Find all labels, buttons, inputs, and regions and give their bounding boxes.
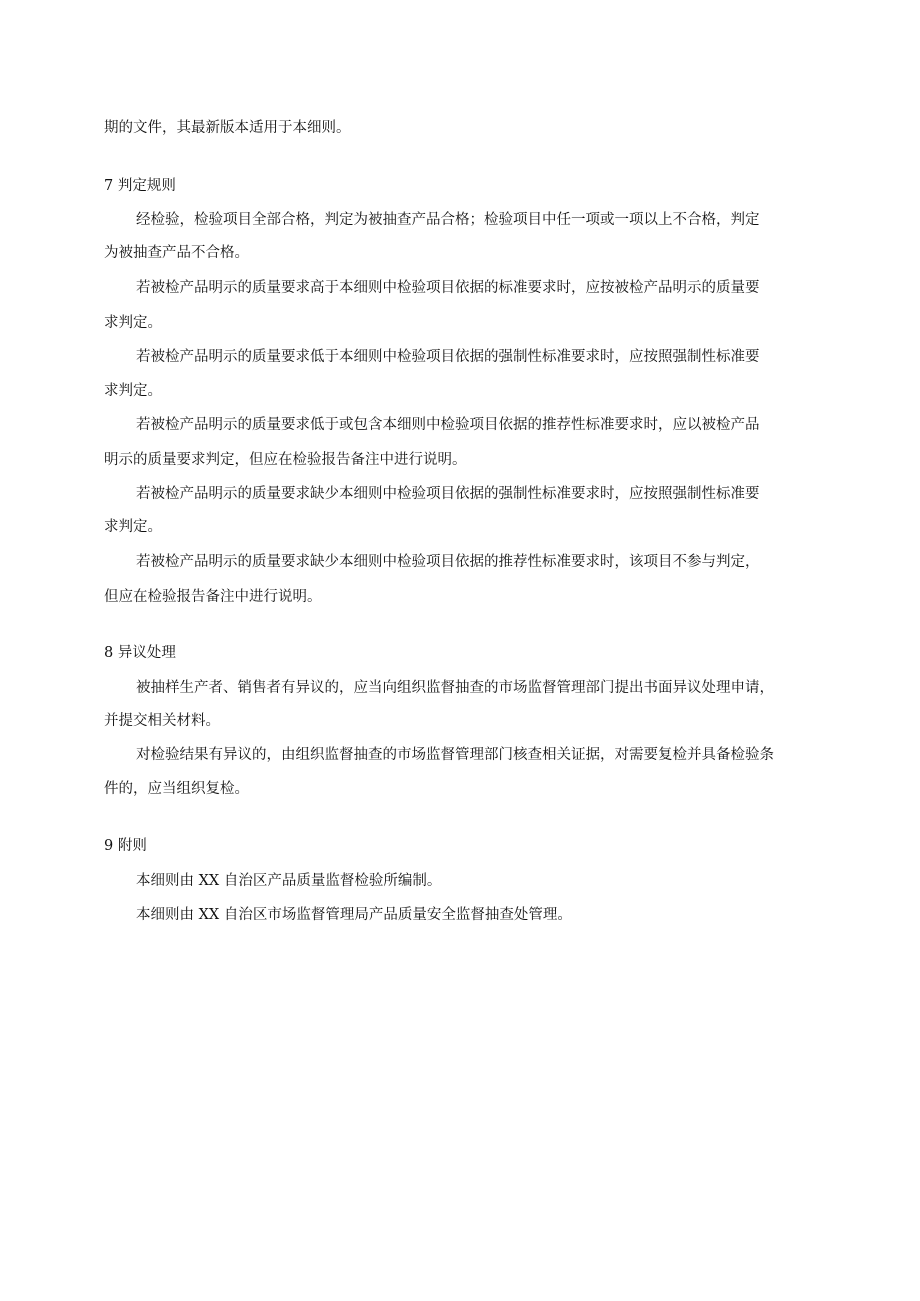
section-8-paragraph-2-line-1: 对检验结果有异议的，由组织监督抽查的市场监督管理部门核查相关证据，对需要复检并具备检验条: [136, 747, 774, 763]
section-8-paragraph-1-line-2: 并提交相关材料。: [104, 713, 220, 729]
section-7-paragraph-1-line-2: 为被抽查产品不合格。: [104, 245, 249, 261]
section-7-paragraph-2-line-2: 求判定。: [104, 315, 162, 331]
section-7-paragraph-3-line-1: 若被检产品明示的质量要求低于本细则中检验项目依据的强制性标准要求时，应按照强制性标准要: [136, 349, 760, 365]
section-7-paragraph-5-line-1: 若被检产品明示的质量要求缺少本细则中检验项目依据的强制性标准要求时，应按照强制性标准要: [136, 486, 760, 502]
section-8-heading: 8 异议处理: [104, 645, 176, 661]
section-7-paragraph-6-line-2: 但应在检验报告备注中进行说明。: [104, 589, 322, 605]
section-9-paragraph-1: 本细则由 XX 自治区产品质量监督检验所编制。: [136, 873, 442, 889]
section-7-paragraph-4-line-2: 明示的质量要求判定，但应在检验报告备注中进行说明。: [104, 452, 467, 468]
continuation-text: 期的文件，其最新版本适用于本细则。: [104, 120, 351, 136]
section-9-paragraph-2: 本细则由 XX 自治区市场监督管理局产品质量安全监督抽查处管理。: [136, 907, 572, 923]
section-7-paragraph-5-line-2: 求判定。: [104, 519, 162, 535]
section-8-paragraph-2-line-2: 件的，应当组织复检。: [104, 781, 249, 797]
section-7-heading: 7 判定规则: [104, 178, 176, 194]
section-7-paragraph-6-line-1: 若被检产品明示的质量要求缺少本细则中检验项目依据的推荐性标准要求时，该项目不参与判定，: [136, 554, 760, 570]
section-7-paragraph-2-line-1: 若被检产品明示的质量要求高于本细则中检验项目依据的标准要求时，应按被检产品明示的质量要: [136, 280, 760, 296]
section-7-paragraph-4-line-1: 若被检产品明示的质量要求低于或包含本细则中检验项目依据的推荐性标准要求时，应以被检产品: [136, 417, 760, 433]
section-8-paragraph-1-line-1: 被抽样生产者、销售者有异议的，应当向组织监督抽查的市场监督管理部门提出书面异议处理申请，: [136, 680, 774, 696]
section-9-heading: 9 附则: [104, 838, 147, 854]
section-7-paragraph-1-line-1: 经检验，检验项目全部合格，判定为被抽查产品合格；检验项目中任一项或一项以上不合格，判定: [136, 212, 760, 228]
section-7-paragraph-3-line-2: 求判定。: [104, 383, 162, 399]
